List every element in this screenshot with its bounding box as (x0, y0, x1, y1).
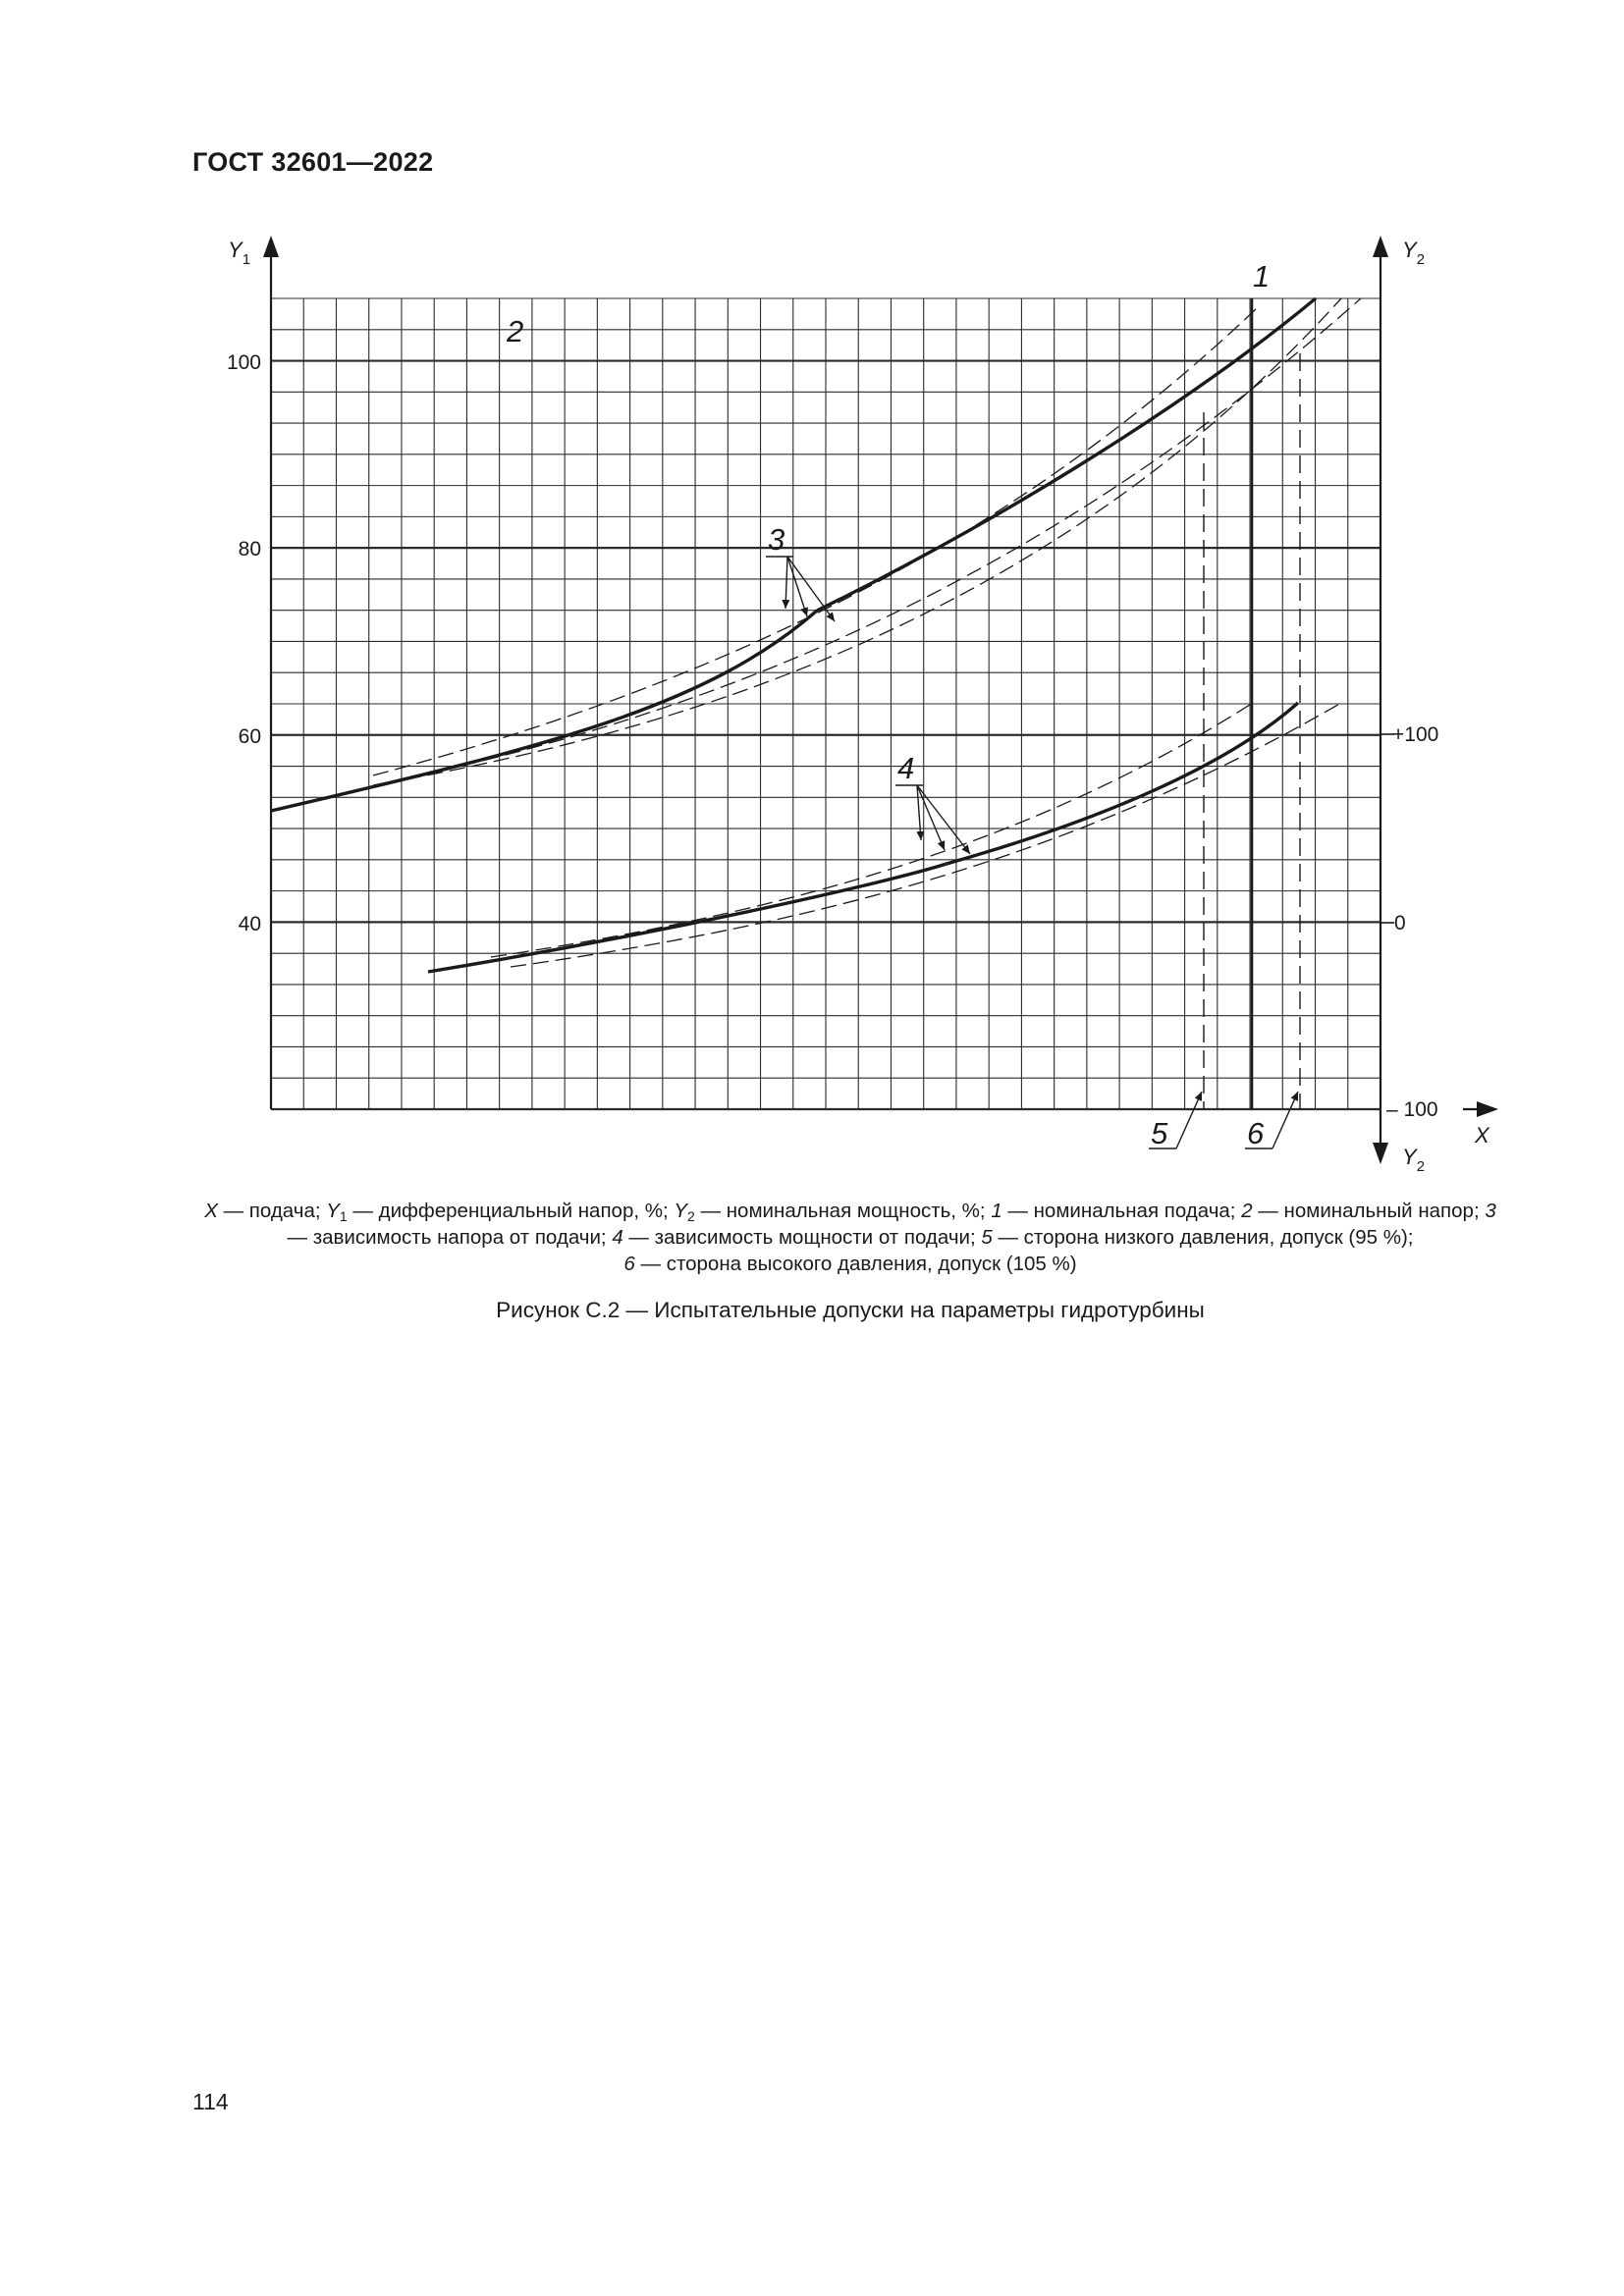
grid (271, 298, 1380, 1109)
legend-x-text: — подача; (217, 1200, 327, 1222)
callout-3-leader-b (787, 557, 807, 616)
callout-2-label: 2 (507, 314, 524, 348)
callout-5-leader (1176, 1092, 1202, 1148)
legend-d2: — номинальный напор; (1252, 1200, 1486, 1222)
head-tolerance-upper (373, 308, 1257, 775)
figure-legend (192, 1198, 1508, 1277)
callout-4-label: 4 (897, 751, 915, 785)
page-number: 114 (192, 2089, 229, 2114)
callout-1-label: 1 (1253, 259, 1271, 294)
power-tolerance-upper (491, 703, 1253, 957)
legend-n3: 3 (1485, 1200, 1496, 1222)
callout-6-label: 6 (1247, 1116, 1265, 1150)
y2-axis-arrow-down (1373, 1143, 1388, 1164)
callout-4-leader-c (917, 785, 970, 854)
callout-3-leader-c (787, 557, 835, 621)
figure-caption: Рисунок С.2 — Испытательные допуски на параметры гидротурбины (496, 1298, 1205, 1322)
legend-d4: — зависимость мощности от подачи; (623, 1226, 982, 1249)
legend-n6: 6 (623, 1253, 635, 1275)
legend-d5: — сторона низкого давления, допуск (95 %); (992, 1226, 1414, 1249)
y2-tick-label-zero: 0 (1394, 912, 1406, 934)
y2-tick-label-minus100: – 100 (1386, 1098, 1438, 1121)
power-curve-upper-segment (947, 703, 1298, 864)
legend-n5: 5 (981, 1226, 993, 1249)
legend-d1: — номинальная подача; (1001, 1200, 1242, 1222)
callouts (766, 557, 1298, 1148)
axis-labels (228, 238, 1490, 1175)
legend-y1-text: — дифференциальный напор, %; (347, 1200, 675, 1222)
axes (263, 236, 1498, 1164)
callout-3-leader-a (785, 557, 787, 609)
y2-axis-label-bottom: $Y_2$ (1402, 1145, 1426, 1175)
callout-labels (506, 259, 1270, 1150)
y1-tick-label-100: 100 (226, 351, 261, 374)
y1-axis-arrow (263, 236, 279, 257)
y1-tick-labels (227, 351, 261, 935)
legend-n1: 1 (991, 1200, 1002, 1222)
y1-axis-label: $Y_1$ (228, 238, 251, 268)
callout-3-label: 3 (768, 522, 785, 557)
legend-y2-subscript: 2 (687, 1208, 695, 1224)
legend-d6: — сторона высокого давления, допуск (105 %) (634, 1253, 1077, 1275)
x-axis-arrow (1477, 1101, 1498, 1117)
legend-y2-symbol: Y (674, 1200, 688, 1222)
y1-tick-label-40: 40 (238, 913, 261, 935)
legend-x-symbol: X (204, 1200, 218, 1222)
legend-y1-subscript: 1 (339, 1208, 348, 1224)
y2-tick-labels (1386, 723, 1438, 1121)
power-tolerance-lower (511, 703, 1341, 967)
x-axis-label: X (1475, 1123, 1489, 1148)
legend-n4: 4 (612, 1226, 623, 1249)
callout-5-label: 5 (1151, 1116, 1168, 1150)
callout-6-leader (1272, 1092, 1298, 1148)
y1-tick-label-60: 60 (238, 725, 261, 748)
y2-axis-label-top: $Y_2$ (1402, 238, 1426, 268)
y2-axis-arrow-up (1373, 236, 1388, 257)
callout-4-leader-b (917, 785, 945, 850)
y1-tick-label-80: 80 (238, 538, 261, 561)
y2-tick-label-plus100: +100 (1392, 723, 1439, 746)
legend-n2: 2 (1241, 1200, 1253, 1222)
legend-d3: — зависимость напора от подачи; (287, 1226, 613, 1249)
legend-y1-symbol: Y (326, 1200, 340, 1222)
head-curve-lower-segment (271, 611, 817, 811)
head-tolerance-lower-outer (383, 298, 1341, 783)
legend-y2-text: — номинальная мощность, %; (694, 1200, 992, 1222)
head-tolerance-lower (373, 298, 1361, 785)
power-curve-lower-segment (428, 864, 947, 972)
document-header: ГОСТ 32601—2022 (192, 147, 434, 177)
